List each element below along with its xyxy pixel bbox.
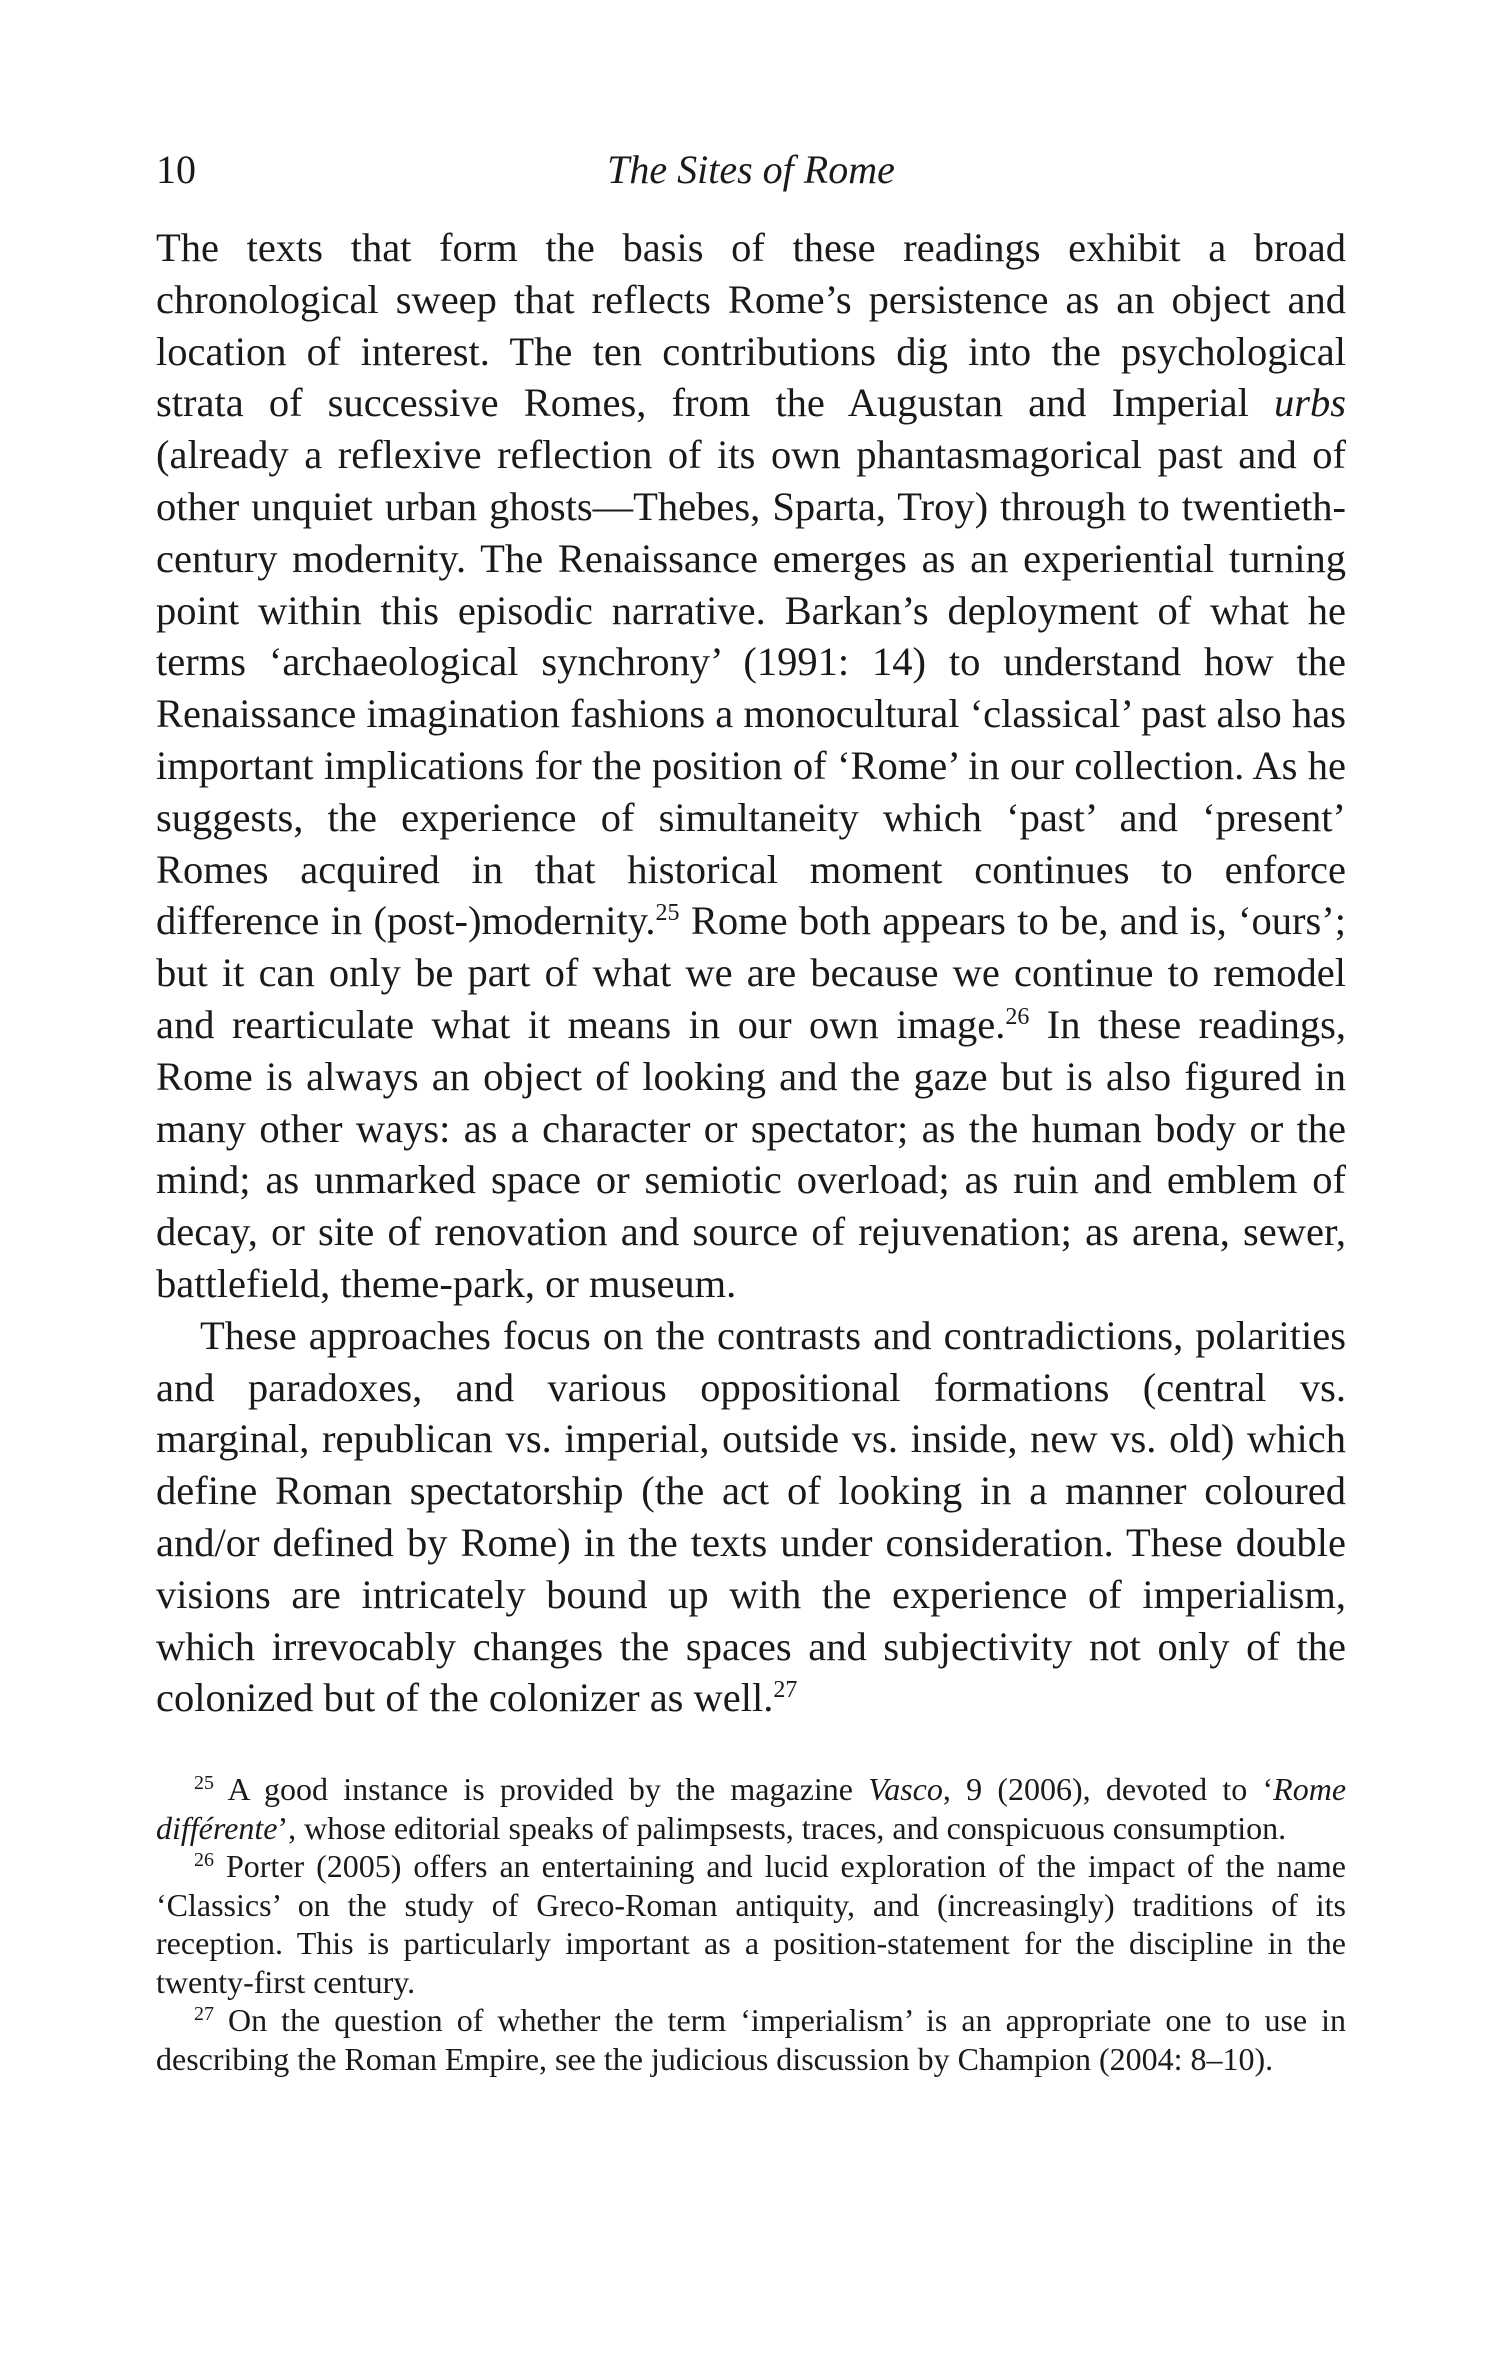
footnotes	[156, 1770, 1346, 2078]
page-number: 10	[156, 147, 196, 192]
book-page	[156, 140, 1346, 2078]
paragraph-1-text-b: (already a reflexive reflection of its own phantasmagorical past and of other unquiet urban ghosts—Thebes, Sparta, Troy) through to twentieth-century modernity. The Renaissance emerges as an experiential turning point within this episodic narrative. Barkan’s deployment of what he terms ‘archaeological synchrony’ (1991: 14) to understand how the Renaissance imagination fashions a monocultural ‘classical’ past also has important implications for the position of ‘Rome’ in our collection. As he suggests, the experience of simultaneity which ‘past’ and ‘present’ Romes acquired in that historical moment continues to enforce difference in (post-)modernity.	[156, 432, 1346, 944]
footnote-number-27: 27	[194, 2003, 214, 2026]
footnote-26	[156, 1847, 1346, 2001]
footnote-25-text-a: A good instance is provided by the magazine	[214, 1771, 869, 1808]
footnote-27	[156, 2001, 1346, 2078]
paragraph-1	[156, 222, 1346, 1310]
paragraph-1-text-a: The texts that form the basis of these readings exhibit a broad chronological sweep that reflects Rome’s persistence as an object and location of interest. The ten contributions dig into the psychological strata of successive Romes, from the Augustan and Imperial	[156, 225, 1346, 426]
footnote-ref-27[interactable]: 27	[773, 1677, 798, 1704]
footnote-25-italic-a: Vasco	[868, 1771, 943, 1808]
paragraph-1-text-c: Rome both appears to be, and is, ‘ours’; but it can only be part of what we are because we continue to remodel and rearticulate what it means in our own image.	[156, 898, 1347, 1047]
paragraph-2	[156, 1310, 1346, 1724]
footnote-26-text: Porter (2005) offers an entertaining and lucid exploration of the impact of the name ‘Classics’ on the study of Greco-Roman antiquity, and (increasingly) traditions of its reception. This is particularly important as a position-statement for the discipline in the twenty-first century.	[156, 1848, 1346, 2000]
footnote-number-25: 25	[194, 1772, 214, 1795]
footnote-25	[156, 1770, 1346, 1847]
paragraph-1-text-d: In these readings, Rome is always an object of looking and the gaze but is also figured in many other ways: as a character or spectator; as the human body or the mind; as unmarked space or semiotic overload; as ruin and emblem of decay, or site of renovation and source of rejuvenation; as arena, sewer, battlefield, theme-park, or museum.	[156, 1001, 1346, 1306]
body-text	[156, 222, 1346, 1724]
running-head	[156, 140, 1346, 200]
paragraph-2-text: These approaches focus on the contrasts and contradictions, polarities and paradoxes, and various oppositional formations (central vs. marginal, republican vs. imperial, outside vs. inside, new vs. old) which define Roman spectatorship (the act of looking in a manner coloured and/or defined by Rome) in the texts under consideration. These double visions are intricately bound up with the experience of imperialism, which irrevocably changes the spaces and subjectivity not only of the colonized but of the colonizer as well.	[156, 1312, 1346, 1721]
footnote-number-26: 26	[194, 1849, 214, 1872]
footnote-25-text-b: , 9 (2006), devoted to ‘	[942, 1771, 1274, 1808]
footnote-25-text-c: ’, whose editorial speaks of palimpsests, traces, and conspicuous consumption.	[277, 1809, 1287, 1846]
footnote-ref-26[interactable]: 26	[1005, 1003, 1030, 1030]
footnote-ref-25[interactable]: 25	[655, 900, 680, 927]
footnote-25-italic-b: Rome différente	[156, 1771, 1347, 1846]
running-title: The Sites of Rome	[607, 147, 895, 192]
footnote-27-text: On the question of whether the term ‘imperialism’ is an appropriate one to use in describing the Roman Empire, see the judicious discussion by Champion (2004: 8–10).	[156, 2002, 1346, 2077]
urbs-term: urbs	[1273, 380, 1346, 426]
